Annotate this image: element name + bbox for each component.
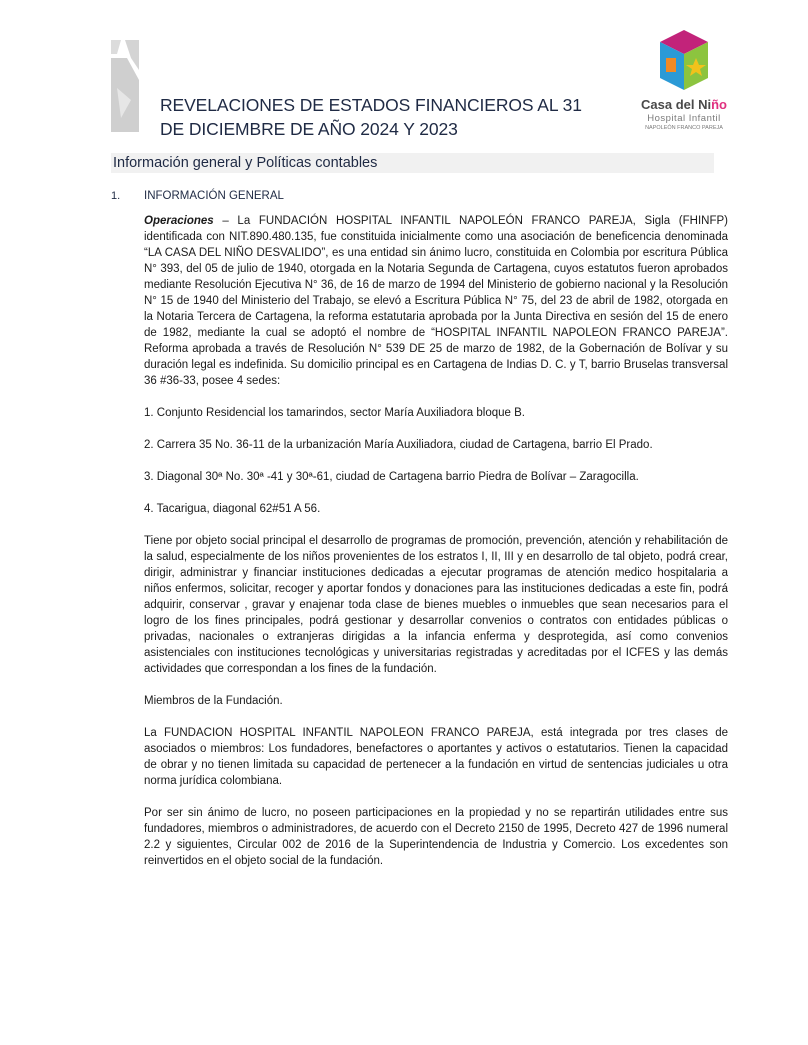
logo-tagline: NAPOLEÓN FRANCO PAREJA [645,125,723,131]
document-body [144,213,728,869]
heading-title: INFORMACIÓN GENERAL [144,190,284,202]
document-title: REVELACIONES DE ESTADOS FINANCIEROS AL 31 DE DICIEMBRE DE AÑO 2024 Y 2023 [160,95,582,139]
sede-item-2: 2. Carrera 35 No. 36-11 de la urbanización María Auxiliadora, ciudad de Cartagena, barrio El Prado. [144,439,653,451]
casa-del-nino-logo [636,28,732,136]
operaciones-lead: Operaciones [144,215,214,227]
house-cube-icon [652,28,716,96]
sin-animo-lucro-paragraph: Por ser sin ánimo de lucro, no poseen participaciones en la propiedad y no se repartirán utilidades entre sus fundadores, miembros o administradores, de acuerdo con el Decreto 2150 de 1995, Decreto 427 de 1996 numeral 2.2 y siguientes, Circular 002 de 2016 de la Superintendencia de Industria y Comercio. Los excedentes son reinvertidos en el objeto social de la fundación. [144,807,728,867]
miembros-heading: Miembros de la Fundación. [144,695,283,707]
sede-item-4: 4. Tacarigua, diagonal 62#51 A 56. [144,503,321,515]
sede-item-3: 3. Diagonal 30ª No. 30ª -41 y 30ª-61, ciudad de Cartagena barrio Piedra de Bolívar – Zaragocilla. [144,471,639,483]
section-title: Información general y Políticas contables [111,153,714,173]
heading-number: 1. [111,190,121,202]
sede-item-1: 1. Conjunto Residencial los tamarindos, sector María Auxiliadora bloque B. [144,407,525,419]
logo-subtitle: Hospital Infantil [647,113,721,124]
logo-name: Casa del Niño [641,97,727,112]
operaciones-paragraph: Operaciones – La FUNDACIÓN HOSPITAL INFANTIL NAPOLEÓN FRANCO PAREJA, Sigla (FHINFP) identificada con NIT.890.480.135, fue constituida inicialmente como una asociación de beneficencia denominada “LA CASA DEL NIÑO DESVALIDO”, es una entidad sin ánimo lucro, constituida en Colombia por escritura Pública N° 393, del 05 de julio de 1940, otorgada en la Notaria Segunda de Cartagena, cuyos estatutos fueron aprobados mediante Resolución Ejecutiva N° 36, de 16 de marzo de 1994 del Ministerio de gobierno nacional y la Resolución N° 15 de 1940 del Ministerio del Trabajo, se elevó a Escritura Pública N° 75, del 23 de abril de 1982, otorgada en la Notaria Tercera de Cartagena, la reforma estatutaria aprobada por la Junta Directiva en sesión del 15 de enero de 1982, mediante la cual se adoptó el nombre de “HOSPITAL INFANTIL NAPOLEON FRANCO PAREJA”. Reforma aprobada a través de Resolución N° 539 DE 25 de marzo de 1982, de la Gobernación de Bolívar y su duración legal es indefinida. Su domicilio principal es en Cartagena de Indias D. C. y T, barrio Bruselas transversal 36 #36-33, posee 4 sedes: [144,215,728,387]
objeto-social-paragraph: Tiene por objeto social principal el desarrollo de programas de promoción, prevención, atención y rehabilitación de la salud, especialmente de los niños provenientes de los estratos I, II, III y en desarrollo de tal objeto, podrá crear, dirigir, administrar y financiar instituciones dedicadas a ejecutar programas de atención medico hospitalaria a niños enfermos, solicitar, recoger y aportar fondos y donaciones para las instituciones dedicadas a este fin, podrá adquirir, conservar , gravar y enajenar toda clase de bienes muebles o inmuebles que sean necesarios para el logro de los fines principales, podrá gestionar y desarrollar convenios o contratos con entidades públicas o privadas, nacionales o extranjeras dirigidas a la infancia enferma y desprotegida, así como convenios asistenciales con instituciones tecnológicas y universitarias registradas y acreditadas por el ICFES y las demás actividades que correspondan a los fines de la fundación. [144,535,728,675]
miembros-paragraph: La FUNDACION HOSPITAL INFANTIL NAPOLEON FRANCO PAREJA, está integrada por tres clases de asociados o miembros: Los fundadores, benefactores o aportantes y activos o estatutarios. Tienen la capacidad de obrar y no tienen limitada su capacidad de pertenecer a la fundación en virtud de sentencias judiciales u otra norma jurídica colombiana. [144,727,728,787]
decorative-shape [111,40,139,132]
